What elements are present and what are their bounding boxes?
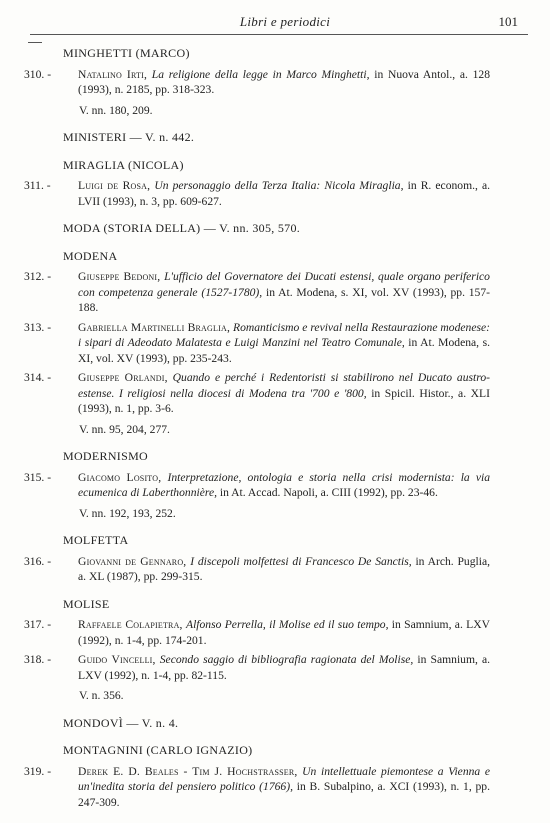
entry-author: Giovanni de Gennaro, bbox=[78, 554, 187, 568]
bibliography-entry bbox=[24, 652, 490, 704]
entry-citation: in Samnium, a. LXV (1992), n. 1-4, pp. 174-201. bbox=[78, 618, 490, 647]
bibliography-entry bbox=[24, 178, 490, 209]
section-heading: MODERNISMO bbox=[63, 449, 149, 463]
entry-cross-reference: V. n. 356. bbox=[79, 689, 124, 702]
section-heading: MINISTERI — V. n. 442. bbox=[63, 130, 195, 144]
entry-number: 313. - bbox=[24, 320, 52, 334]
entry-cross-reference: V. nn. 180, 209. bbox=[79, 103, 153, 117]
entry-citation: in R. econom., a. LVII (1993), n. 3, pp. 609-627. bbox=[78, 179, 491, 208]
entry-title: Secondo saggio di bibliografia ragionata del Molise, bbox=[159, 653, 414, 666]
entry-text bbox=[78, 652, 490, 683]
entry-number: 312. - bbox=[24, 270, 52, 283]
entry-number: 315. - bbox=[24, 470, 52, 484]
entry-number: 317. - bbox=[24, 618, 52, 631]
entry-text bbox=[78, 617, 490, 648]
entry-title: Un personaggio della Terza Italia: Nicola Miraglia, bbox=[154, 179, 404, 192]
entry-author: Giuseppe Orlandi, bbox=[78, 371, 168, 384]
entry-title: Interpretazione, ontologia e storia nella crisi modernista: la via ecumenica di Laberthonnière, bbox=[78, 470, 490, 499]
entry-text bbox=[78, 554, 490, 585]
section-heading: MODENA bbox=[63, 248, 118, 263]
entry-cross-reference: V. nn. 95, 204, 277. bbox=[79, 422, 170, 436]
entry-citation: in Arch. Puglia, a. XL (1987), pp. 299-315. bbox=[78, 554, 491, 583]
entry-citation: in At. Modena, s. XI, vol. XV (1993), pp. 157-188. bbox=[78, 285, 490, 314]
bibliography-entry bbox=[24, 67, 490, 119]
entry-title: L'ufficio del Governatore dei Ducati estensi, quale organo periferico con competenza generale (1527-1780), bbox=[78, 270, 490, 299]
entry-author: Derek E. D. Beales - Tim J. Hochstrasser, bbox=[78, 764, 298, 778]
entry-title: Romanticismo e revival nella Restaurazione modenese: i sipari di Adeodato Malatesta e Luigi Manzini nel Teatro Comunale, bbox=[78, 320, 490, 349]
entry-citation: in Samnium, a. LXV (1992), n. 1-4, pp. 82-115. bbox=[78, 653, 491, 682]
entry-author: Guido Vincelli, bbox=[78, 653, 156, 666]
section-heading: MONDOVÌ — V. n. 4. bbox=[63, 715, 179, 730]
entry-number: 311. - bbox=[24, 179, 51, 192]
entry-citation: in Nuova Antol., a. 128 (1993), n. 2185, pp. 318-323. bbox=[78, 67, 490, 96]
section-heading: MODA (STORIA DELLA) — V. nn. 305, 570. bbox=[63, 221, 301, 235]
entry-number: 318. - bbox=[24, 653, 52, 666]
entry-title: Alfonso Perrella, il Molise ed il suo tempo, bbox=[185, 618, 389, 631]
bibliography-entry bbox=[24, 764, 490, 811]
entry-citation: in At. Accad. Napoli, a. CIII (1992), pp. 23-46. bbox=[219, 486, 438, 499]
entry-author: Natalino Irti, bbox=[78, 67, 148, 81]
entry-citation: in At. Modena, s. XI, vol. XV (1993), pp. 235-243. bbox=[78, 336, 490, 365]
bibliography-body bbox=[24, 44, 490, 814]
entry-title: Quando e perché i Redentoristi si stabilirono nel Ducato austro-estense. I religiosi nella diocesi di Modena tra '700 e '800, bbox=[78, 371, 490, 400]
bibliography-entry bbox=[24, 470, 490, 522]
entry-author: Giuseppe Bedoni, bbox=[78, 270, 161, 283]
bibliography-entry bbox=[24, 370, 490, 437]
bibliography-entry bbox=[24, 617, 490, 648]
section-heading: MONTAGNINI (CARLO IGNAZIO) bbox=[63, 743, 253, 757]
entry-title: Un intellettuale piemontese a Vienna e un'inedita storia del pensiero politico (1766), bbox=[78, 764, 490, 793]
section-heading: MOLFETTA bbox=[63, 533, 129, 547]
entry-text bbox=[78, 269, 490, 316]
entry-cross-reference: V. nn. 192, 193, 252. bbox=[79, 506, 176, 520]
page-number: 101 bbox=[498, 14, 518, 29]
entry-citation: in Spicil. Histor., a. XLI (1993), n. 1, pp. 3-6. bbox=[78, 386, 490, 415]
entry-citation: in B. Subalpino, a. XCI (1993), n. 1, pp. 247-309. bbox=[78, 780, 490, 809]
entry-author: Raffaele Colapietra, bbox=[78, 618, 183, 631]
margin-tick bbox=[28, 42, 42, 43]
section-heading: MIRAGLIA (NICOLA) bbox=[63, 157, 184, 172]
entry-text bbox=[78, 178, 490, 209]
entry-text bbox=[78, 370, 490, 417]
entry-number: 310. - bbox=[24, 67, 52, 81]
header-rule bbox=[30, 34, 528, 35]
bibliography-entry bbox=[24, 554, 490, 585]
entry-author: Gabriella Martinelli Braglia, bbox=[78, 320, 231, 334]
entry-number: 316. - bbox=[24, 554, 52, 568]
entry-author: Giacomo Losito, bbox=[78, 470, 162, 484]
entry-text bbox=[78, 320, 490, 367]
bibliography-entry bbox=[24, 269, 490, 316]
section-heading: MOLISE bbox=[63, 596, 110, 611]
entry-author: Luigi de Rosa, bbox=[78, 179, 151, 192]
entry-number: 314. - bbox=[24, 371, 52, 384]
section-heading: MINGHETTI (MARCO) bbox=[63, 46, 190, 60]
entry-title: La religione della legge in Marco Minghetti, bbox=[151, 67, 370, 81]
running-header bbox=[30, 12, 540, 34]
entry-text bbox=[78, 67, 490, 98]
entry-text bbox=[78, 470, 490, 501]
entry-number: 319. - bbox=[24, 764, 52, 778]
bibliography-entry bbox=[24, 320, 490, 367]
running-title: Libri e periodici bbox=[239, 14, 331, 29]
entry-text bbox=[78, 764, 490, 811]
entry-title: I discepoli molfettesi di Francesco De Sanctis, bbox=[190, 554, 412, 568]
